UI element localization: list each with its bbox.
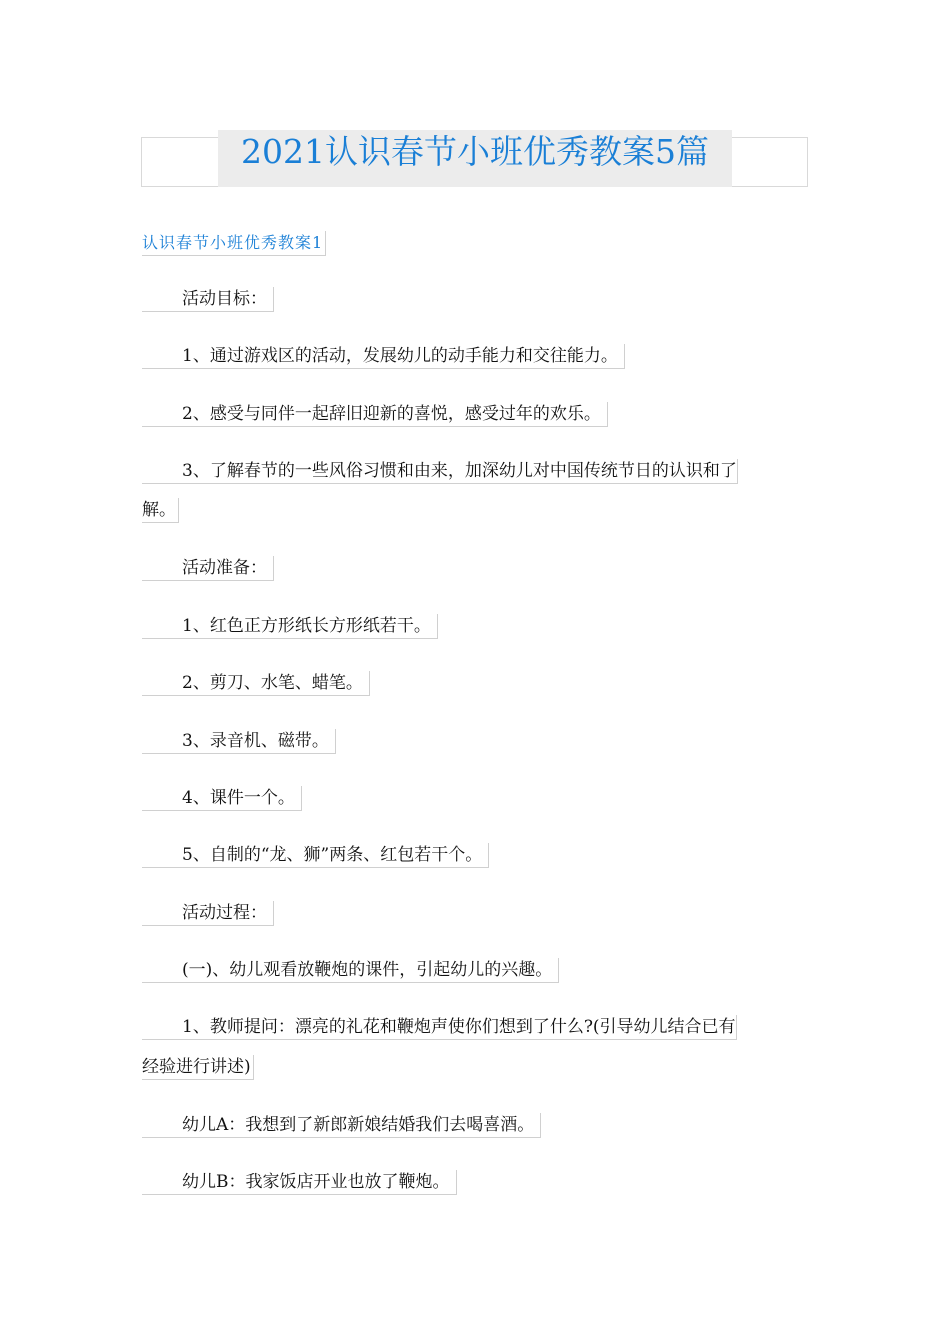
paragraph-prep-4: 4、课件一个。 bbox=[142, 786, 302, 811]
paragraph-prep-3: 3、录音机、磁带。 bbox=[142, 729, 336, 754]
paragraph-goal-3: 3、了解春节的一些风俗习惯和由来，加深幼儿对中国传统节日的认识和了 bbox=[142, 459, 738, 484]
paragraph-goal-heading: 活动目标： bbox=[142, 287, 274, 312]
paragraph-prep-1: 1、红色正方形纸长方形纸若干。 bbox=[142, 614, 438, 639]
paragraph-prep-2: 2、剪刀、水笔、蜡笔。 bbox=[142, 671, 370, 696]
section-heading: 认识春节小班优秀教案1 bbox=[142, 231, 326, 256]
paragraph-goal-3-continued: 解。 bbox=[142, 498, 179, 523]
paragraph-goal-1: 1、通过游戏区的活动，发展幼儿的动手能力和交往能力。 bbox=[142, 344, 625, 369]
paragraph-child-a: 幼儿A：我想到了新郎新娘结婚我们去喝喜酒。 bbox=[142, 1113, 541, 1138]
paragraph-prep-heading: 活动准备： bbox=[142, 556, 274, 581]
paragraph-process-step-1: (一)、幼儿观看放鞭炮的课件，引起幼儿的兴趣。 bbox=[142, 958, 559, 983]
document-title: 2021认识春节小班优秀教案5篇 bbox=[218, 130, 732, 187]
paragraph-teacher-question-continued: 经验进行讲述) bbox=[142, 1055, 254, 1080]
paragraph-prep-5: 5、自制的“龙、狮”两条、红包若干个。 bbox=[142, 843, 489, 868]
paragraph-goal-2: 2、感受与同伴一起辞旧迎新的喜悦，感受过年的欢乐。 bbox=[142, 402, 608, 427]
paragraph-process-heading: 活动过程： bbox=[142, 901, 274, 926]
paragraph-child-b: 幼儿B：我家饭店开业也放了鞭炮。 bbox=[142, 1170, 457, 1195]
paragraph-teacher-question: 1、教师提问：漂亮的礼花和鞭炮声使你们想到了什么?(引导幼儿结合已有 bbox=[142, 1015, 737, 1040]
